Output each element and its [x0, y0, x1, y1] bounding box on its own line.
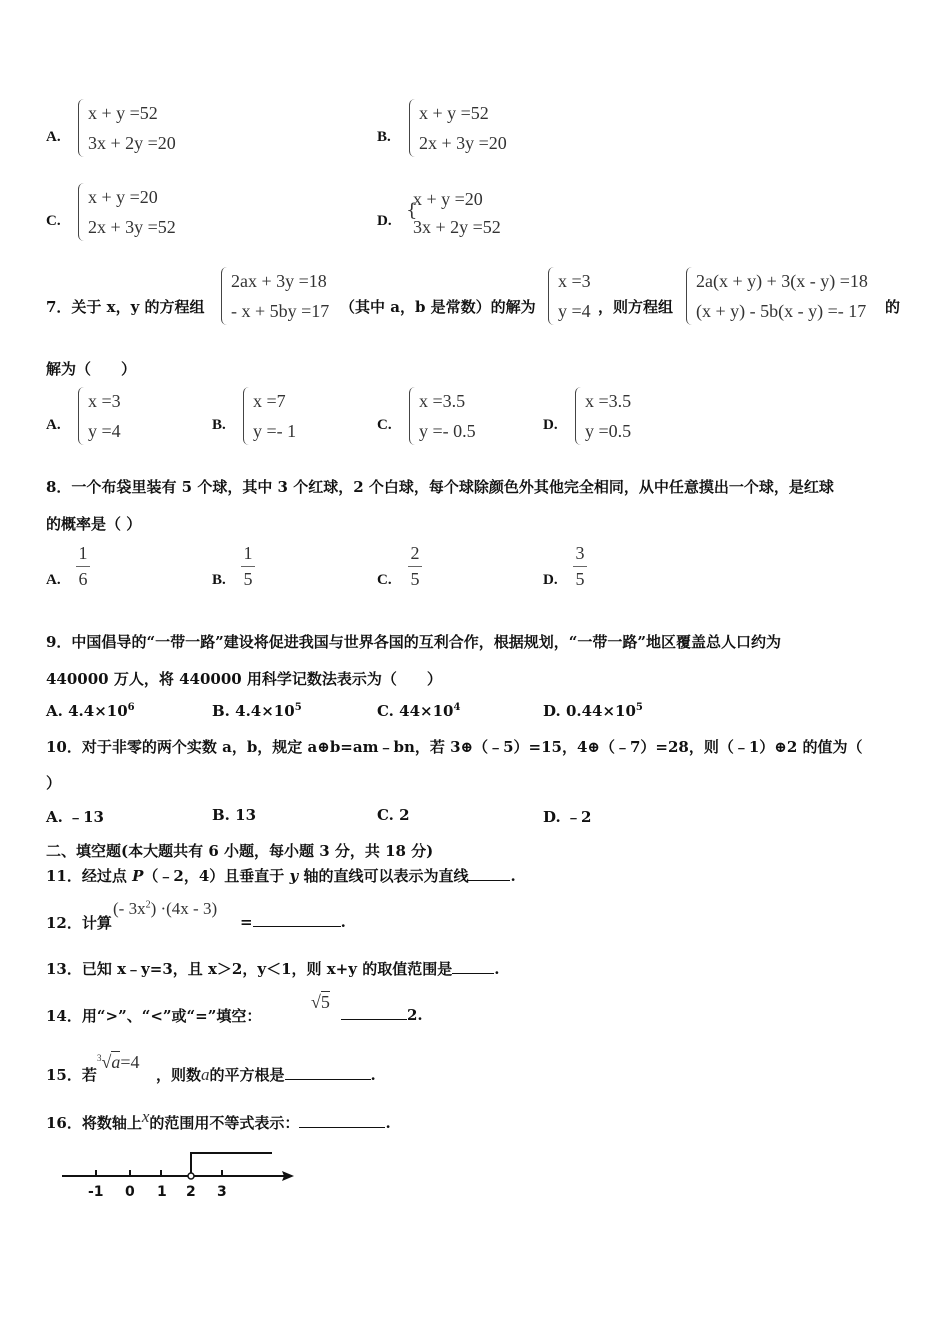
q14-sqrt: √5	[311, 992, 330, 1012]
q6-option-d-label: D.	[377, 213, 392, 229]
q8-option-c-fraction: 2 5	[408, 543, 422, 590]
q10-option-d: D. ﹣2	[543, 808, 592, 826]
q15-cuberoot: $^3$√a=4	[97, 1052, 140, 1072]
q9-option-c: C. $44\times 10^4$	[377, 702, 461, 720]
tick-label: -1	[88, 1184, 104, 1200]
q7-option-a-label: A.	[46, 417, 61, 433]
q7-option-a: x =3 y =4	[78, 387, 121, 445]
q6-option-c-label: C.	[46, 213, 61, 229]
q13: 13．已知 x﹣y=3，且 x＞2，y＜1，则 x+y 的取值范围是 .	[46, 960, 500, 978]
q9-line1: 9．中国倡导的“一带一路”建设将促进我国与世界各国的互利合作，根据规划，“一带一路”地区覆盖总人口约为	[46, 633, 781, 651]
q7-suffix: 的	[885, 298, 901, 316]
q8-option-a-label: A.	[46, 572, 61, 588]
q7-option-b-label: B.	[212, 417, 226, 433]
q15-prefix: 15．若	[46, 1066, 97, 1084]
q8-option-b-fraction: 1 5	[241, 543, 255, 590]
q7-line2: 解为（ ）	[46, 360, 137, 378]
q8-line1: 8．一个布袋里装有 5 个球，其中 3 个红球，2 个白球，每个球除颜色外其他完全相同，从中任意摸出一个球，是红球	[46, 478, 834, 496]
q7-middle: （其中 a，b 是常数）的解为	[340, 298, 536, 316]
q9-option-d: D. $0.44\times 10^5$	[543, 702, 643, 720]
tick-label: 0	[125, 1184, 135, 1200]
section-heading: 二、填空题(本大题共有 6 小题，每小题 3 分，共 18 分)	[46, 842, 434, 860]
q8-option-c-label: C.	[377, 572, 392, 588]
q8-option-d-fraction: 3 5	[573, 543, 587, 590]
q6-option-d-system: x + y =20 3x + 2y =52	[413, 189, 501, 237]
q7-option-b: x =7 y =- 1	[243, 387, 296, 445]
q12: 12．计算	[46, 914, 112, 932]
q9-line2: 440000 万人，将 440000 用科学记数法表示为（ ）	[46, 670, 442, 688]
q14-answer: 2.	[341, 1005, 423, 1024]
q16: 16．将数轴上x的范围用不等式表示： .	[46, 1107, 391, 1132]
tick-label: 3	[217, 1184, 227, 1200]
q6-option-b-label: B.	[377, 129, 391, 145]
q6-option-a-system: x + y =52 3x + 2y =20	[78, 99, 176, 157]
number-line-figure	[58, 1148, 298, 1204]
q10-line1: 10．对于非零的两个实数 a，b，规定 a⊕b=am﹣bn，若 3⊕（﹣5）=15，4⊕（﹣7）=28，则（﹣1）⊕2 的值为（	[46, 738, 863, 756]
q10-option-b: B. 13	[212, 806, 257, 824]
q7-system-1: 2ax + 3y =18 - x + 5by =17	[221, 267, 329, 325]
q7-middle2: ，则方程组	[598, 298, 674, 316]
tick-label: 2	[186, 1184, 196, 1200]
q15-mid: ，则数a的平方根是 .	[156, 1065, 376, 1084]
q9-option-a: A. $4.4\times 10^6$	[46, 702, 135, 720]
q7-option-d: x =3.5 y =0.5	[575, 387, 631, 445]
q7-solution: x =3 y =4	[548, 267, 591, 325]
range-bracket	[191, 1153, 272, 1173]
q7-system-2: 2a(x + y) + 3(x - y) =18 (x + y) - 5b(x - y) =- 17	[686, 267, 868, 325]
q10-option-a: A. ﹣13	[46, 808, 104, 826]
q6-option-a-label: A.	[46, 129, 61, 145]
q10-line2: ）	[46, 774, 62, 792]
q8-line2: 的概率是（ ）	[46, 515, 142, 533]
q12-expression: (- $3x^2) \cdot(4x - 3)$	[113, 899, 218, 918]
q6-option-b-system: x + y =52 2x + 3y =20	[409, 99, 507, 157]
tick-label: 1	[157, 1184, 167, 1200]
q7-option-c: x =3.5 y =- 0.5	[409, 387, 476, 445]
q8-option-d-label: D.	[543, 572, 558, 588]
q14-prefix: 14．用“>”、“<”或“=”填空：	[46, 1007, 262, 1025]
q6-option-c-system: x + y =20 2x + 3y =52	[78, 183, 176, 241]
q12-answer: = .	[240, 913, 346, 931]
q8-option-b-label: B.	[212, 572, 226, 588]
q7-option-d-label: D.	[543, 417, 558, 433]
q9-option-b: B. $4.4\times 10^5$	[212, 702, 302, 720]
q7-option-c-label: C.	[377, 417, 392, 433]
q11: 11．经过点 P（﹣2，4）且垂直于 y 轴的直线可以表示为直线 .	[46, 867, 516, 885]
brace-icon: {	[406, 200, 418, 221]
q7-prefix: 7．关于 x，y 的方程组	[46, 298, 205, 316]
q10-option-c: C. 2	[377, 806, 410, 824]
q8-option-a-fraction: 1 6	[76, 543, 90, 590]
open-endpoint	[188, 1173, 194, 1179]
